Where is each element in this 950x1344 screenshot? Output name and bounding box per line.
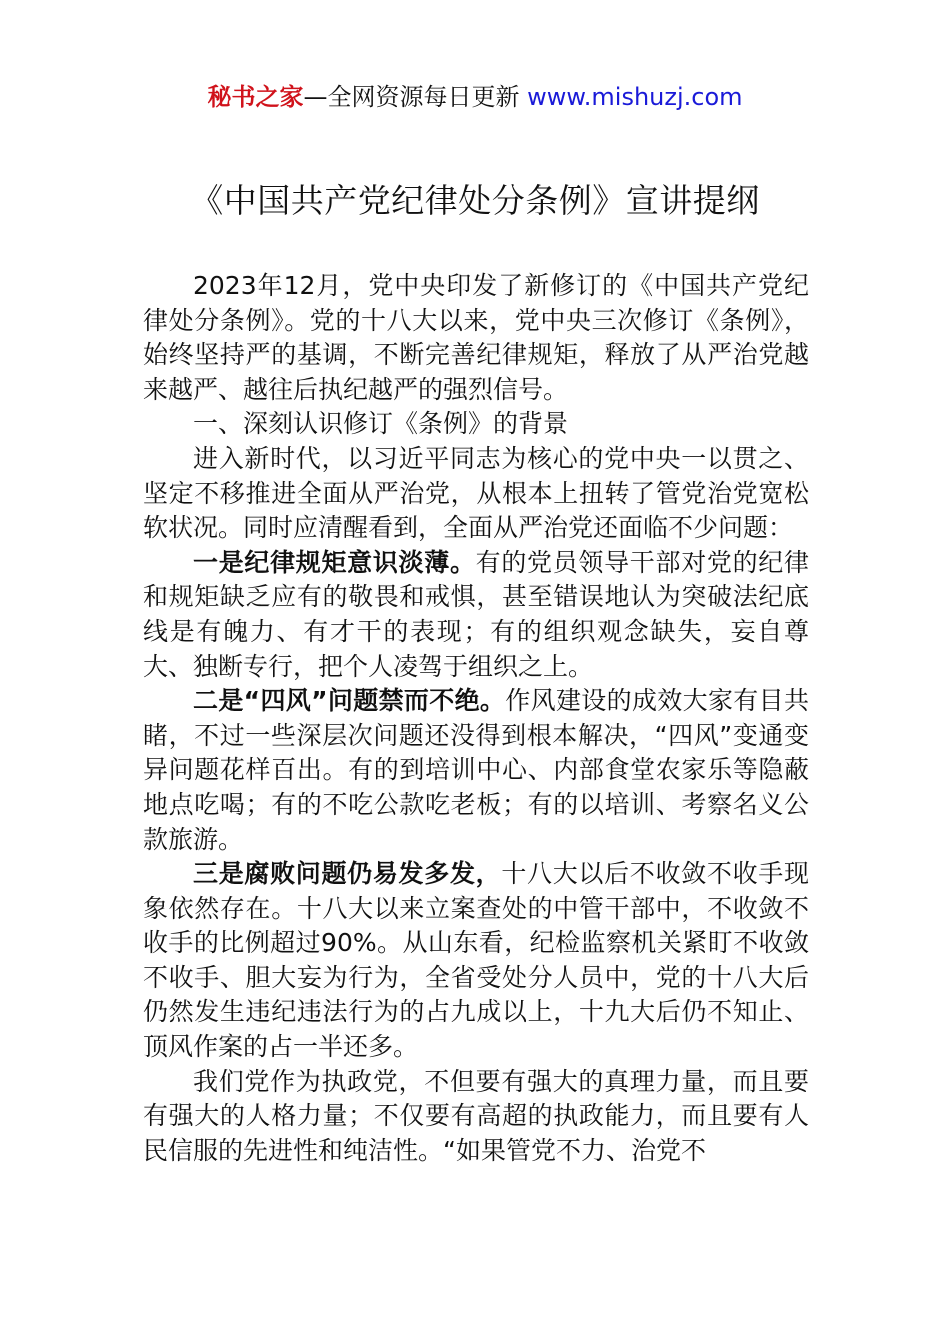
paragraph-point-3: 三是腐败问题仍易发多发，十八大以后不收敛不收手现象依然存在。十八大以来立案查处的中管干部中，不收敛不收手的比例超过90%。从山东看，纪检监察机关紧盯不收敛不收手、胆大妄为行为，全省受处分人员中，党的十八大后仍然发生违纪违法行为的占九成以上，十九大后仍不知止、顶风作案的占一半还多。	[143, 859, 809, 1062]
document-body	[143, 269, 809, 1168]
paragraph-background: 进入新时代，以习近平同志为核心的党中央一以贯之、坚定不移推进全面从严治党，从根本上扭转了管党治党宽松软状况。同时应清醒看到，全面从严治党还面临不少问题：	[143, 443, 809, 543]
point-2-heading: 二是“四风”问题禁而不绝。	[193, 686, 506, 716]
site-url-link[interactable]: www.mishuzj.com	[527, 83, 743, 111]
site-brand: 秘书之家	[207, 83, 304, 111]
paragraph-intro: 2023年12月，党中央印发了新修订的《中国共产党纪律处分条例》。党的十八大以来，党中央三次修订《条例》，始终坚持严的基调，不断完善纪律规矩，释放了从严治党越来越严、越往后执纪越严的强烈信号。	[143, 271, 809, 404]
paragraph-closing: 我们党作为执政党，不但要有强大的真理力量，而且要有强大的人格力量；不仅要有高超的执政能力，而且要有人民信服的先进性和纯洁性。“如果管党不力、治党不	[143, 1066, 809, 1165]
site-tagline: —全网资源每日更新	[303, 83, 528, 111]
site-header	[0, 80, 950, 114]
point-1-heading: 一是纪律规矩意识淡薄。	[193, 547, 476, 577]
document-title: 《中国共产党纪律处分条例》宣讲提纲	[190, 181, 760, 220]
section-heading-1: 一、深刻认识修订《条例》的背景	[193, 409, 569, 439]
paragraph-point-1: 一是纪律规矩意识淡薄。有的党员领导干部对党的纪律和规矩缺乏应有的敬畏和戒惧，甚至错误地认为突破法纪底线是有魄力、有才干的表现；有的组织观念缺失，妄自尊大、独断专行，把个人凌驾于组织之上。	[143, 547, 809, 681]
point-3-heading: 三是腐败问题仍易发多发，	[193, 859, 502, 889]
paragraph-point-2: 二是“四风”问题禁而不绝。作风建设的成效大家有目共睹，不过一些深层次问题还没得到根本解决，“四风”变通变异问题花样百出。有的到培训中心、内部食堂农家乐等隐蔽地点吃喝；有的不吃公款吃老板；有的以培训、考察名义公款旅游。	[143, 686, 809, 854]
